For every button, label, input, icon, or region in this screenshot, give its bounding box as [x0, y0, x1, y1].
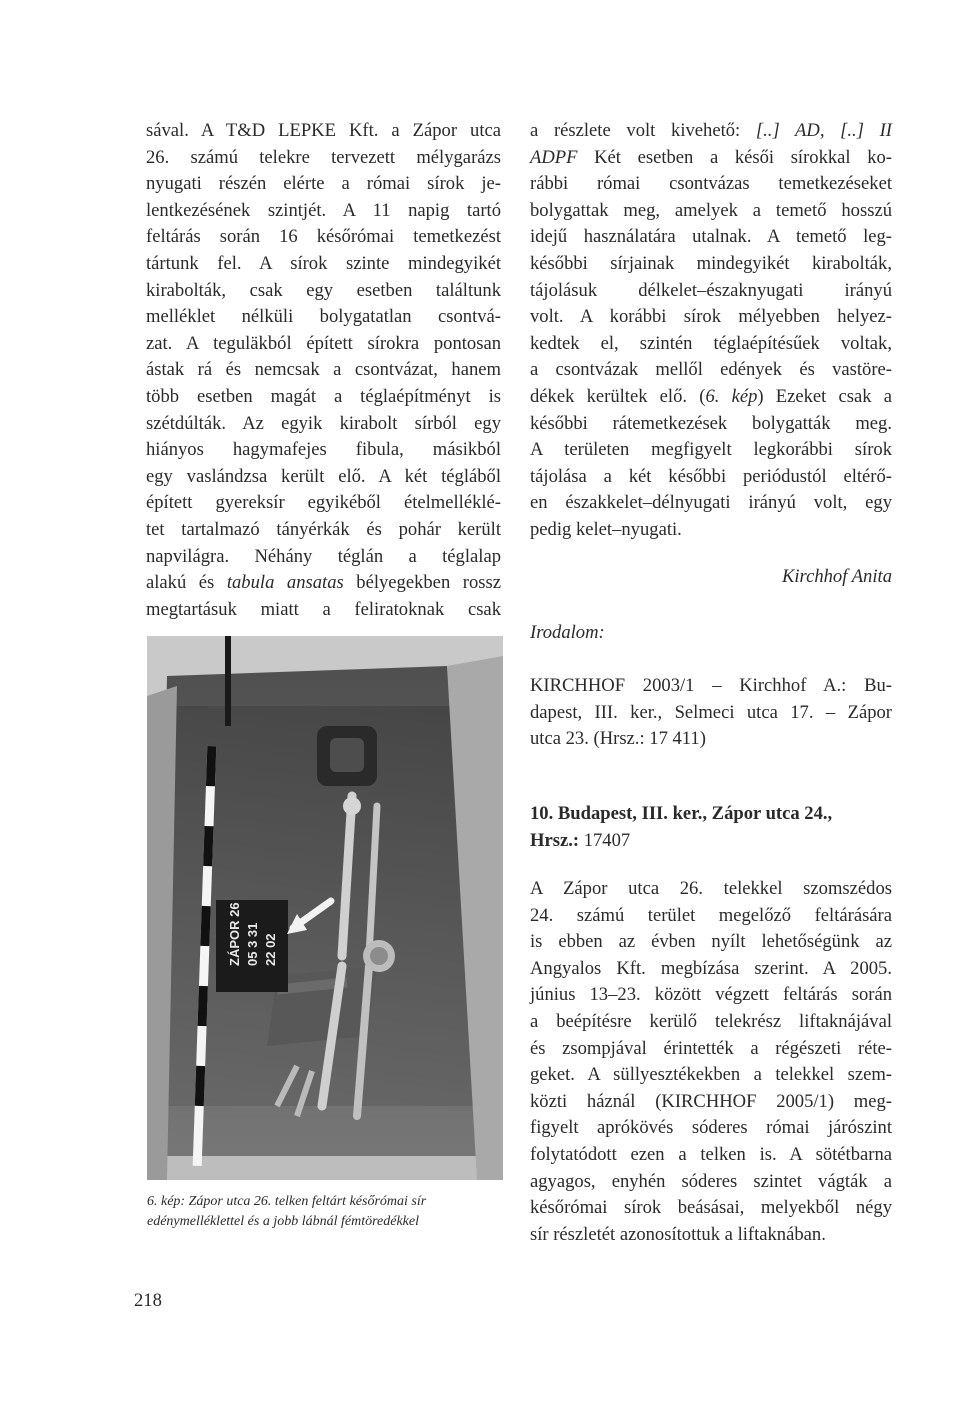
section-body-text	[530, 876, 892, 1248]
text-line: A Zápor utca 26. telekkel szomszédos	[530, 878, 892, 899]
reference-line: utca 23. (Hrsz.: 17 411)	[530, 728, 706, 750]
text-line: épített gyereksír egyikéből ételmelléklé-	[146, 492, 501, 514]
text-line: A területen megfigyelt legkorábbi sírok	[530, 439, 892, 461]
text-line: hiányos hagymafejes fibula, másikból	[146, 439, 501, 461]
photo-caption	[147, 1192, 503, 1232]
text-line: nyugati részén elérte a római sírok je-	[146, 173, 501, 195]
text-line: egy vaslándzsa került elő. A két tégláből	[146, 465, 501, 487]
text-line: figyelt aprókövés sóderes római járószint	[530, 1117, 892, 1139]
text-line: tártunk fel. A sírok szinte mindegyikét	[146, 252, 501, 274]
text-line: megtartásuk miatt a feliratoknak csak	[146, 598, 501, 620]
text-line: 26. számú telekre tervezett mélygarázs	[146, 146, 501, 168]
page-number: 218	[134, 1290, 162, 1311]
text-line: ADPF Két esetben a késői sírokkal ko-	[530, 146, 892, 168]
text-line: kirabolták, csak egy esetben találtunk	[146, 279, 501, 301]
text-line: és zsompjával érintették a régészeti réte-	[530, 1037, 892, 1059]
text-line: a részlete volt kivehető: [..] AD, [..] II	[530, 120, 892, 141]
reference-line: dapest, III. ker., Selmeci utca 17. – Zápor	[530, 701, 892, 723]
text-line: tájolásuk délkelet–északnyugati irányú	[530, 279, 892, 301]
literature-heading: Irodalom:	[530, 622, 605, 643]
board-line-2: 05 3 31	[245, 922, 260, 966]
reference-entry	[530, 673, 892, 753]
section-heading	[530, 801, 892, 854]
text-line: feltárás során 16 későrómai temetkezést	[146, 226, 501, 248]
text-line: későbbi sírjainak mindegyikét kirabolták,	[530, 252, 892, 274]
excavation-photo	[147, 636, 503, 1180]
text-line: szétdúlták. Az egyik kirabolt sírból egy	[146, 412, 501, 434]
text-line: több esetben magát a téglaépítményt is	[146, 385, 501, 407]
text-line: lentkezésének szintjét. A 11 napig tartó	[146, 199, 501, 221]
text-line: volt. A korábbi sírok mélyebben helyez-	[530, 306, 892, 328]
text-line: június 13–23. között végzett feltárás során	[530, 984, 892, 1006]
text-line: napvilágra. Néhány téglán a téglalap	[146, 545, 501, 567]
text-line: rábbi római csontvázas temetkezéseket	[530, 173, 892, 195]
reference-line: KIRCHHOF 2003/1 – Kirchhof A.: Bu-	[530, 675, 892, 696]
section-heading-number: 17407	[579, 829, 631, 851]
text-line: idejű használatára utalnak. A temető leg-	[530, 226, 892, 248]
section-heading-line1: 10. Budapest, III. ker., Zápor utca 24.,	[530, 803, 833, 824]
text-line: alakú és tabula ansatas bélyegekben rossz	[146, 572, 501, 594]
left-text-column	[146, 118, 501, 623]
board-line-1: ZÁPOR 26	[227, 902, 242, 966]
text-line: is ebben az évben nyílt lehetőségünk az	[530, 931, 892, 953]
text-line: közti háznál (KIRCHHOF 2005/1) meg-	[530, 1090, 892, 1112]
text-line: zat. A teguläkból épített sírokra pontosan	[146, 332, 501, 354]
text-line: pedig kelet–nyugati.	[530, 518, 682, 540]
text-line: en északkelet–délnyugati irányú volt, egy	[530, 492, 892, 514]
caption-line: edénymelléklettel és a jobb lábnál fémtöredékkel	[147, 1214, 419, 1229]
text-line: tet tartalmazó tányérkák és pohár került	[146, 518, 501, 540]
text-line: ástak rá és nemcsak a csontvázat, hanem	[146, 359, 501, 381]
text-line: agyagos, enyhén sóderes szintet vágták a	[530, 1170, 892, 1192]
text-line: dékek kerültek elő. (6. kép) Ezeket csak a	[530, 385, 892, 407]
text-line: bolygattak meg, amelyek a temető hosszú	[530, 199, 892, 221]
text-line: melléklet nélküli bolygatatlan csontvá-	[146, 306, 501, 328]
text-line: folytatódott ezen a telken is. A sötétbarna	[530, 1143, 892, 1165]
text-line: a beépítésre kerülő telekrész liftaknájával	[530, 1010, 892, 1032]
text-line: 24. számú terület megelőző feltárására	[530, 904, 892, 926]
text-line: Angyalos Kft. megbízása szerint. A 2005.	[530, 957, 892, 979]
text-line: sír részletét azonosítottuk a liftaknában.	[530, 1223, 826, 1245]
text-line: kedtek el, szintén téglaépítésűek voltak,	[530, 332, 892, 354]
text-line: sával. A T&D LEPKE Kft. a Zápor utca	[146, 120, 501, 141]
text-line: a csontvázak mellől edények és vastöre-	[530, 359, 892, 381]
caption-line: 6. kép: Zápor utca 26. telken feltárt későrómai sír	[147, 1194, 427, 1209]
right-text-column	[530, 118, 892, 544]
text-line: későbbi rátemetkezések bolygatták meg.	[530, 412, 892, 434]
section-heading-hrsz: Hrsz.:	[530, 829, 580, 851]
text-line: későrómai sírok beásásai, melyekből négy	[530, 1197, 892, 1219]
text-line: tájolása a két későbbi periódustól eltérő-	[530, 465, 892, 487]
board-line-3: 22 02	[263, 933, 278, 966]
author-name: Kirchhof Anita	[781, 566, 892, 587]
text-line: geket. A süllyesztékekben a telekkel szem-	[530, 1064, 892, 1086]
